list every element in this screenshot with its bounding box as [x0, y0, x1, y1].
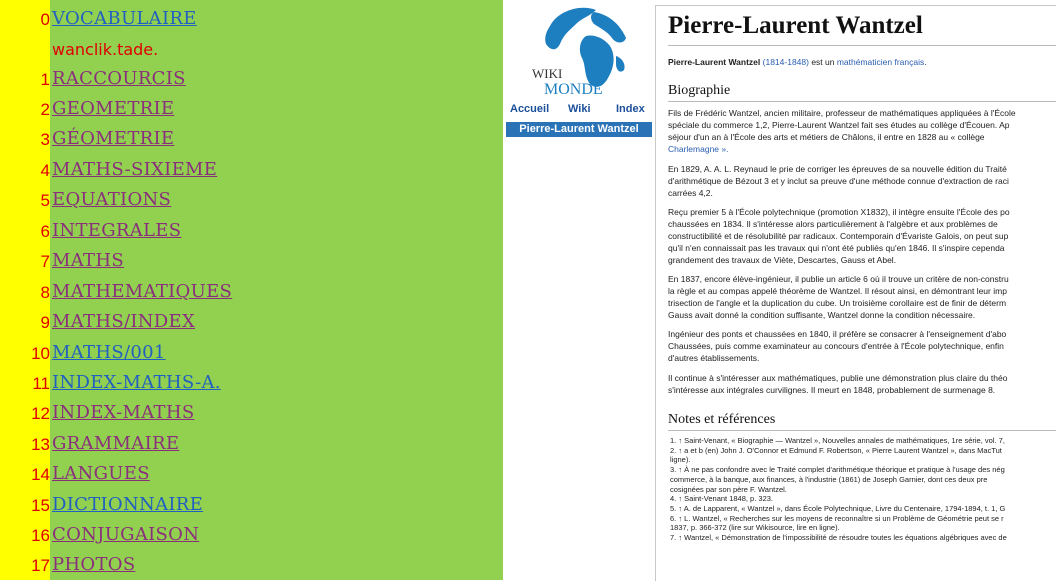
text-line: Chaussées, puis comme examinateur au concours d'entrée à l'École polytechnique, enfin [668, 341, 1004, 351]
menu-item-number: 13 [31, 435, 50, 454]
text-line: séjour d'un an à l'École des arts et métiers de Châlons, il entre en 1828 au « collège [668, 132, 985, 142]
text-line: En 1837, encore élève-ingénieur, il publie un article 6 où il trouve un critère de non-constru [668, 274, 1009, 284]
menu-item-photos[interactable] [0, 552, 503, 582]
menu-item-maths[interactable] [0, 248, 503, 278]
text-line: qu'il n'en connaissait pas les travaux qui n'ont été publiés qu'en 1846. Il s'inspire cependa [668, 243, 1005, 253]
menu-item-number: 11 [32, 374, 50, 393]
intro-text: est un [808, 57, 837, 67]
note-line[interactable]: 4. ↑ Saint-Venant 1848, p. 323. [670, 494, 773, 504]
current-page-label[interactable]: Pierre-Laurent Wantzel [506, 122, 652, 137]
menu-link[interactable]: PHOTOS [52, 554, 136, 575]
intro-dates-link[interactable]: (1814-1848) [762, 57, 809, 67]
menu-link[interactable]: INTEGRALES [52, 220, 182, 241]
text-line: d'autres établissements. [668, 353, 760, 363]
paragraph-4 [668, 273, 1056, 321]
menu-item-number: 6 [40, 222, 50, 241]
text-line: Fils de Frédéric Wantzel, ancien militaire, professeur de mathématiques appliquées à l'École [668, 108, 1016, 118]
text-line: d'arithmétique de Bézout 3 et y inclut sa preuve d'une méthode connue d'extraction de raci [668, 176, 1009, 186]
menu-item-index-maths-a[interactable] [0, 370, 503, 400]
text-line[interactable]: Charlemagne ». [668, 144, 729, 154]
menu-item-grammaire[interactable] [0, 431, 503, 461]
text-line: trisection de l'angle et la duplication du cube. Un troisième corollaire est de finir de déterm [668, 298, 1007, 308]
page-title: Pierre-Laurent Wantzel [668, 12, 923, 39]
text-line: spéciale du commerce 1,2, Pierre-Laurent Wantzel fait ses études au collège d'Écouen. Ap [668, 120, 1010, 130]
nav-accueil[interactable]: Accueil [510, 103, 550, 115]
nav-wiki[interactable]: Wiki [568, 103, 591, 115]
menu-item-maths-index[interactable] [0, 309, 503, 339]
menu-item-number: 9 [40, 313, 50, 332]
section-heading-notes: Notes et références [668, 412, 776, 427]
note-line[interactable]: 1837, p. 366-372 (lire sur Wikisource, lire en ligne). [670, 523, 840, 533]
nav-index[interactable]: Index [616, 103, 645, 115]
intro-name: Pierre-Laurent Wantzel [668, 57, 761, 67]
menu-item-number: 2 [40, 100, 50, 119]
menu-link[interactable]: MATHS/001 [52, 342, 166, 363]
paragraph-6 [668, 372, 1056, 396]
menu-item-maths-001[interactable] [0, 340, 503, 370]
menu-item-number: 16 [31, 526, 50, 545]
site-name: wanclik.tade. [52, 40, 159, 59]
menu-item-number: 4 [40, 161, 50, 180]
menu-link[interactable]: LANGUES [52, 463, 150, 484]
menu-link[interactable]: CONJUGAISON [52, 524, 200, 545]
menu-link[interactable]: GÉOMETRIE [52, 128, 175, 149]
logo-text-monde: MONDE [544, 81, 603, 98]
text-line: Il continue à s'intéresser aux mathématiques, publie une démonstration plus claire du théo [668, 373, 1008, 383]
intro-link[interactable]: mathématicien français [836, 57, 925, 67]
text-line: grandement des travaux de Viète, Descartes, Gauss et Abel. [668, 255, 897, 265]
menu-link[interactable]: DICTIONNAIRE [52, 494, 204, 515]
text-line: En 1829, A. A. L. Reynaud le prie de corriger les épreuves de sa nouvelle édition du Traité [668, 164, 1007, 174]
menu-link[interactable]: GEOMETRIE [52, 98, 175, 119]
wiki-nav [506, 103, 652, 119]
menu-link[interactable]: INDEX-MATHS-A. [52, 372, 221, 393]
text-line: Ingénieur des ponts et chaussées en 1840, il préfère se consacrer à l'enseignement d'abo [668, 329, 1007, 339]
text-line: Reçu premier 5 à l'École polytechnique (promotion X1832), il intègre ensuite l'École des po [668, 207, 1010, 217]
menu-link[interactable]: MATHS/INDEX [52, 311, 196, 332]
section-divider [668, 430, 1056, 431]
menu-item-geometrie[interactable] [0, 96, 503, 126]
intro-end: . [924, 57, 927, 67]
menu-link[interactable]: EQUATIONS [52, 189, 172, 210]
menu-item-number: 14 [31, 465, 50, 484]
menu-item-number: 10 [31, 344, 50, 363]
menu-item-number: 15 [31, 496, 50, 515]
menu-item-number: 5 [40, 191, 50, 210]
title-divider [668, 45, 1056, 46]
text-line: la règle et au compas appelé théorème de Wantzel. Il résout ainsi, en démontrant leur imp [668, 286, 1007, 296]
menu-link[interactable]: MATHEMATIQUES [52, 281, 233, 302]
menu-item-number: 12 [31, 404, 50, 423]
text-line: Gauss avait donné la condition suffisante, Wantzel donne la condition nécessaire. [668, 310, 976, 320]
intro-paragraph [668, 56, 1056, 68]
section-heading-biographie: Biographie [668, 83, 731, 98]
menu-link[interactable]: RACCOURCIS [52, 68, 186, 89]
menu-item-number: 17 [31, 556, 50, 575]
globe-icon [520, 4, 640, 102]
article [655, 5, 1056, 581]
note-line[interactable]: ligne). [670, 455, 691, 465]
note-line[interactable]: 3. ↑ À ne pas confondre avec le Traité complet d'arithmétique théorique et pratique à l'usage des nég [670, 465, 1005, 475]
paragraph-2 [668, 163, 1056, 199]
menu-link[interactable]: INDEX-MATHS [52, 402, 195, 423]
menu-link[interactable]: MATHS [52, 250, 124, 271]
menu-item-maths-sixieme[interactable] [0, 157, 503, 187]
section-divider [668, 101, 1056, 102]
note-line[interactable]: 2. ↑ a et b (en) John J. O'Connor et Edmund F. Robertson, « Pierre Laurent Wantzel », dans MacTut [670, 445, 1002, 455]
menu-item-raccourcis[interactable] [0, 66, 503, 96]
paragraph-3 [668, 206, 1056, 266]
menu-item-integrales[interactable] [0, 218, 503, 248]
text-line: carrées 4,2. [668, 188, 713, 198]
menu-item-conjugaison[interactable] [0, 522, 503, 552]
menu-item-number: 1 [40, 70, 50, 89]
note-line[interactable]: 1. ↑ Saint-Venant, « Biographie — Wantzel », Nouvelles annales de mathématiques, 1re série, vol. 7, [670, 436, 1005, 445]
wiki-logo[interactable] [520, 4, 640, 102]
menu-item-vocabulaire[interactable] [0, 6, 503, 36]
note-line[interactable]: commerce, à la banque, aux finances, à l'industrie (1861) de Joseph Garnier, dont ces deux pre [670, 474, 988, 484]
menu-item-number: 7 [40, 252, 50, 271]
menu-item-langues[interactable] [0, 461, 503, 491]
menu-item-equations[interactable] [0, 187, 503, 217]
paragraph-5 [668, 328, 1056, 364]
menu-item-dictionnaire[interactable] [0, 492, 503, 522]
menu-item-geometrie-accent[interactable] [0, 126, 503, 156]
text-line: chaussées en 1834. Il s'intéresse alors particulièrement à l'algèbre et aux problèmes de [668, 219, 998, 229]
menu-link[interactable]: VOCABULAIRE [52, 8, 197, 29]
note-line[interactable]: 7. ↑ Wantzel, « Démonstration de l'impossibilité de résoudre toutes les équations algébriques avec de [670, 533, 1007, 543]
menu-item-number: 0 [40, 10, 50, 29]
menu-item-number: 3 [40, 130, 50, 149]
menu-item-number: 8 [40, 283, 50, 302]
text-line: constructibilité et de résolubilité par radicaux. Contemporain d'Évariste Galois, on peut sup [668, 231, 1009, 241]
note-line[interactable]: 5. ↑ A. de Lapparent, « Wantzel », dans École Polytechnique, Livre du Centenaire, 1794-1894, t. 1, G [670, 503, 1006, 513]
menu-link[interactable]: GRAMMAIRE [52, 433, 180, 454]
text-line: s'intéresse aux intégrales curvilignes. Il meurt en 1848, probablement de surmenage 8. [668, 385, 996, 395]
notes-list [670, 436, 1056, 543]
menu-item-index-maths[interactable] [0, 400, 503, 430]
menu-link[interactable]: MATHS-SIXIEME [52, 159, 218, 180]
logo-text-wiki: WIKI [532, 66, 563, 81]
note-line[interactable]: cosignées par son père F. Wantzel. [670, 484, 787, 494]
paragraph-1 [668, 107, 1056, 155]
note-line[interactable]: 6. ↑ L. Wantzel, « Recherches sur les moyens de reconnaître si un Problème de Géométrie peut se r [670, 513, 1004, 523]
menu-item-mathematiques[interactable] [0, 279, 503, 309]
